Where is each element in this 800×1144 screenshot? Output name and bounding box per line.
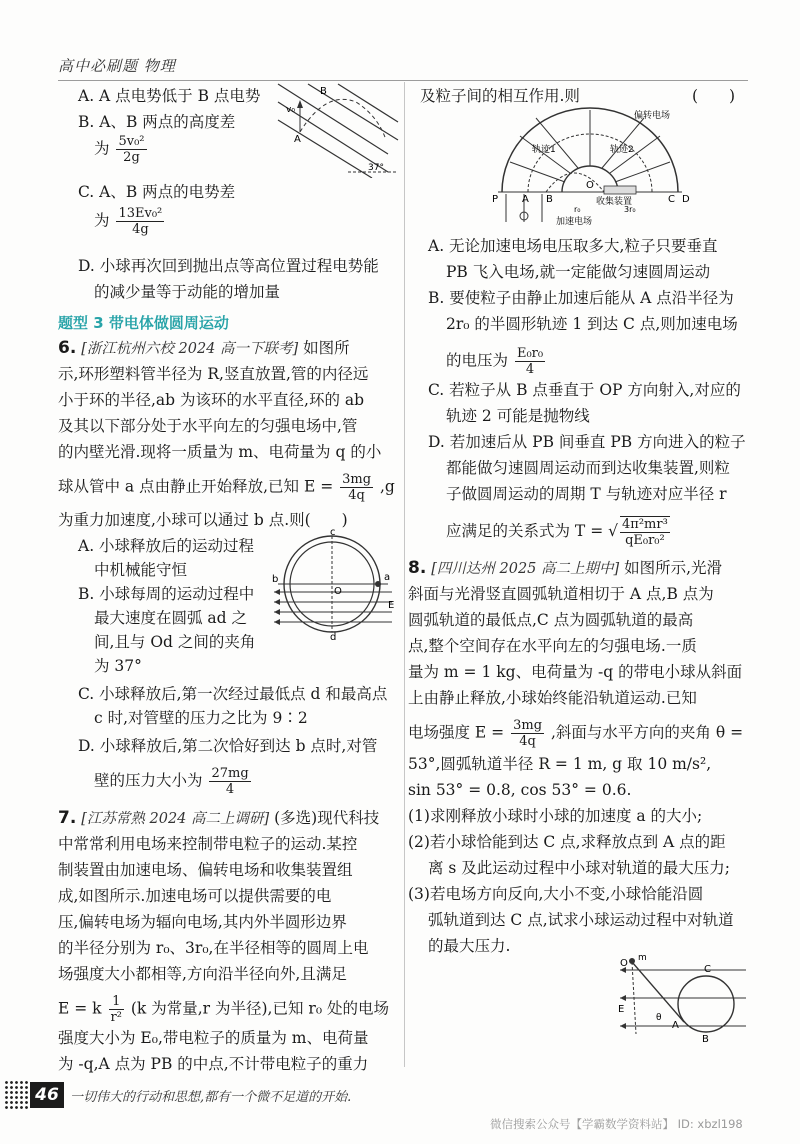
q6-option-b2: 最大速度在圆弧 ad 之 — [94, 609, 248, 627]
q6-option-a1: A. 小球释放后的运动过程 — [78, 537, 255, 555]
q6-label-o: O — [334, 586, 342, 597]
q6-label-e: E — [388, 600, 395, 611]
q8-part3-line1: (3)若电场方向反向,大小不变,小球恰能沿圆 — [408, 885, 704, 903]
q8-line6: 上由静止释放,小球始终能沿轨道运动.已知 — [408, 689, 697, 707]
q8-label-m: m — [638, 953, 647, 963]
q5-label-b: B — [320, 86, 327, 97]
footer-dot-pattern — [4, 1080, 28, 1110]
q7-line7: 场强度大小都相等,方向沿半径向外,且满足 — [58, 965, 347, 983]
q6-line6: 球从管中 a 点由静止开始释放,已知 E = $\frac{3mg}{4q}$ ,g — [58, 472, 395, 503]
column-divider — [404, 82, 405, 1067]
q6-option-a2: 中机械能守恒 — [94, 561, 188, 579]
q8-line3: 圆弧轨道的最低点,C 点为圆弧轨道的最高 — [408, 611, 694, 629]
q7-option-d2: 都能做匀速圆周运动而到达收集装置,则粒 — [446, 459, 730, 477]
q7-option-a1: A. 无论加速电场电压取多大,粒子只要垂直 — [428, 237, 718, 255]
q7-answer-paren: ( ) — [692, 87, 736, 105]
q5-option-c: C. A、B 两点的电势差 — [78, 183, 236, 201]
q5-option-d-line1: D. 小球再次回到抛出点等高位置过程电势能 — [78, 257, 379, 275]
q7-option-a2: PB 飞入电场,就一定能做匀速圆周运动 — [446, 263, 711, 281]
q8-label-o: O — [620, 958, 628, 969]
q7-source: [江苏常熟 2024 高二上调研] — [81, 811, 270, 827]
q8-part2-line2: 离 s 及此运动过程中小球对轨道的最大压力; — [428, 859, 731, 877]
q7-line11: 及粒子间的相互作用.则 — [420, 87, 580, 105]
q8-label-theta: θ — [656, 1013, 662, 1023]
q7-label-c: C — [668, 194, 675, 205]
q7-label-track1: 轨迹1 — [532, 145, 556, 155]
q7-label-p: P — [492, 194, 499, 205]
q8-line9: sin 53° = 0.8, cos 53° = 0.6. — [408, 781, 632, 799]
q7-line4: 成,如图所示.加速电场可以提供需要的电 — [58, 887, 332, 905]
q6-option-b3: 间,且与 Od 之间的夹角 — [94, 633, 256, 651]
q7-label-collect: 收集装置 — [596, 197, 633, 207]
q7-label-track2: 轨迹2 — [610, 145, 634, 155]
q5-option-c-value: 为 $\frac{\text{13Ev₀²}}{4g}$ — [94, 206, 163, 237]
q5-label-a: A — [294, 134, 301, 145]
q5-option-b-value: 为 $\frac{\text{5v₀²}}{2g}$ — [94, 134, 145, 165]
q6-line7: 为重力加速度,小球可以通过 b 点.则( ) — [58, 511, 348, 529]
q6-option-c2: c 时,对管壁的压力之比为 9∶2 — [94, 709, 308, 727]
q6-label-c: c — [330, 528, 336, 538]
q8-line4: 点,整个空间存在水平向左的匀强电场.一质 — [408, 637, 697, 655]
q6-label-b: b — [272, 574, 279, 585]
q8-part2-line1: (2)若小球恰能到达 C 点,求释放点到 A 点的距 — [408, 833, 726, 851]
q7-label-accel: 加速电场 — [556, 217, 593, 227]
q8-label-b: B — [702, 1034, 709, 1044]
q5-option-a: A. A 点电势低于 B 点电势 — [78, 87, 261, 105]
q7-option-d3: 子做圆周运动的周期 T 与轨迹对应半径 r — [446, 485, 727, 503]
q6-option-b4: 为 37° — [94, 657, 142, 675]
q8-line8: 53°,圆弧轨道半径 R = 1 m, g 取 10 m/s², — [408, 755, 712, 773]
q7-device-figure — [484, 104, 694, 228]
q6-option-d1: D. 小球释放后,第二次恰好到达 b 点时,对管 — [78, 737, 378, 755]
q7-option-b2: 2r₀ 的半圆形轨迹 1 到达 C 点,则加速电场 — [446, 315, 738, 333]
q8-line1: 8. [四川达州 2025 高二上期中] 如图所示,光滑 — [408, 558, 723, 578]
q6-source: [浙江杭州六校 2024 高一下联考] — [81, 341, 299, 357]
q7-label-a: A — [522, 194, 529, 205]
q7-line3: 制装置由加速电场、偏转电场和收集装置组 — [58, 861, 353, 879]
q8-label-e: E — [618, 1004, 625, 1015]
q5-figure — [268, 80, 400, 178]
q8-line5: 量为 m = 1 kg、电荷量为 -q 的带电小球从斜面 — [408, 663, 743, 681]
q8-track-figure — [612, 952, 752, 1044]
q6-line1: 6. [浙江杭州六校 2024 高一下联考] 如图所 — [58, 338, 350, 358]
q7-option-c2: 轨迹 2 可能是抛物线 — [446, 407, 590, 425]
q6-option-b1: B. 小球每周的运动过程中 — [78, 585, 255, 603]
q7-option-c1: C. 若粒子从 B 点垂直于 OP 方向射入,对应的 — [428, 381, 741, 399]
q7-line1: 7. [江苏常熟 2024 高二上调研] (多选)现代科技 — [58, 808, 380, 828]
q8-label-c: C — [704, 964, 711, 975]
footer-motto: 一切伟大的行动和思想,都有一个微不足道的开始. — [70, 1090, 352, 1105]
q5-label-v0: v₀ — [286, 105, 295, 115]
q7-label-o: O — [586, 180, 594, 191]
q7-label-deflect: 偏转电场 — [634, 111, 671, 121]
q5-option-b: B. A、B 两点的高度差 — [78, 113, 236, 131]
q7-label-r0: r₀ — [574, 205, 581, 214]
q6-line2: 示,环形塑料管半径为 R,竖直放置,管的内径远 — [58, 365, 369, 383]
q7-label-d: D — [682, 194, 690, 205]
q7-option-d1: D. 若加速后从 PB 间垂直 PB 方向进入的粒子 — [428, 433, 746, 451]
q7-line6: 的半径分别为 r₀、3r₀,在半径相等的圆周上电 — [58, 939, 369, 957]
q7-line9: 强度大小为 E₀,带电粒子的质量为 m、电荷量 — [58, 1029, 369, 1047]
q8-part3-line3: 的最大压力. — [428, 937, 511, 955]
q6-option-c1: C. 小球释放后,第一次经过最低点 d 和最高点 — [78, 685, 388, 703]
q6-number: 6. — [58, 338, 77, 358]
page-number: 46 — [30, 1082, 64, 1108]
q7-line2: 中常常利用电场来控制带电粒子的运动.某控 — [58, 835, 358, 853]
q7-label-b: B — [546, 194, 553, 205]
q6-label-a: a — [384, 572, 391, 583]
q7-number: 7. — [58, 808, 77, 828]
header-rule — [58, 80, 748, 81]
q6-line3: 小于环的半径,ab 为该环的水平直径,环的 ab — [58, 391, 365, 409]
q5-label-angle: 37° — [368, 163, 384, 173]
q8-line7: 电场强度 E = $\frac{3mg}{4q}$ ,斜面与水平方向的夹角 θ = — [408, 718, 744, 749]
q6-option-d2: 壁的压力大小为 $\frac{27mg}{4}$ — [94, 766, 249, 797]
q8-number: 8. — [408, 558, 427, 578]
q8-part3-line2: 弧轨道到达 C 点,试求小球运动过程中对轨道 — [428, 911, 734, 929]
q6-ring-figure — [268, 528, 400, 640]
q6-line4: 及其以下部分处于水平向左的匀强电场中,管 — [58, 417, 358, 435]
q7-label-3r0: 3r₀ — [624, 205, 636, 214]
q8-part1: (1)求刚释放小球时小球的加速度 a 的大小; — [408, 807, 703, 825]
q5-option-d-line2: 的减少量等于动能的增加量 — [94, 283, 281, 301]
q7-option-b3: 的电压为 $\frac{\text{E₀r₀}}{4}$ — [446, 346, 544, 377]
topic-heading: 题型 3 带电体做圆周运动 — [58, 314, 229, 332]
q8-source: [四川达州 2025 高二上期中] — [431, 561, 620, 577]
q7-option-b1: B. 要使粒子由静止加速后能从 A 点沿半径为 — [428, 289, 734, 307]
footer-watermark: 微信搜索公众号【学霸数学资料站】 ID: xbzl198 — [490, 1117, 743, 1131]
q7-line5: 压,偏转电场为辐向电场,其内外半圆形边界 — [58, 913, 347, 931]
q7-line8: E = k $\frac{1}{\text{r²}}$ (k 为常量,r 为半径),已知 r₀ 处的电场 — [58, 994, 389, 1025]
q6-label-d: d — [330, 632, 337, 640]
q7-option-d4: 应满足的关系式为 T = √ $\frac{\text{4π²mr³}}{\text{qE₀r₀²}}$ — [446, 517, 668, 548]
q6-line5: 的内壁光滑.现将一质量为 m、电荷量为 q 的小 — [58, 443, 382, 461]
q8-label-a: A — [672, 1020, 679, 1031]
book-title: 高中必刷题 物理 — [58, 57, 176, 75]
q8-line2: 斜面与光滑竖直圆弧轨道相切于 A 点,B 点为 — [408, 585, 714, 603]
q7-line10: 为 -q,A 点为 PB 的中点,不计带电粒子的重力 — [58, 1055, 369, 1073]
